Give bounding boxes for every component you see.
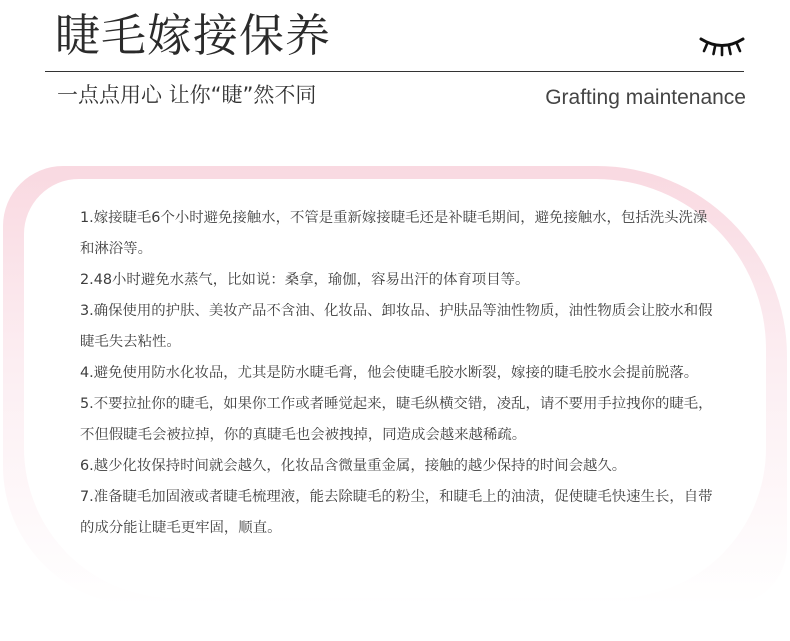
list-item: 7.准备睫毛加固液或者睫毛梳理液，能去除睫毛的粉尘，和睫毛上的油渍，促使睫毛快速生长，自带的成分能让睫毛更牢固，顺直。 <box>80 489 713 536</box>
page-title: 睫毛嫁接保养 <box>55 9 332 62</box>
list-item: 4.避免使用防水化妆品，尤其是防水睫毛膏，他会使睫毛胶水断裂，嫁接的睫毛胶水会提前脱落。 <box>80 365 699 381</box>
list-item: 3.确保使用的护肤、美妆产品不含油、化妆品、卸妆品、护肤品等油性物质，油性物质会让胶水和假睫毛失去粘性。 <box>80 303 713 350</box>
page-subtitle: 一点点用心 让你“睫”然不同 <box>57 83 317 107</box>
list-item: 6.越少化妆保持时间就会越久，化妆品含微量重金属，接触的越少保持的时间会越久。 <box>80 458 627 474</box>
list-item: 2.48小时避免水蒸气，比如说：桑拿，瑜伽，容易出汗的体育项目等。 <box>80 272 530 288</box>
maintenance-list <box>80 203 715 544</box>
closed-eye-lashes-icon <box>698 36 746 58</box>
header-divider <box>45 71 744 72</box>
list-item: 5.不要拉扯你的睫毛，如果你工作或者睡觉起来，睫毛纵横交错，凌乱，请不要用手拉拽你的睫毛，不但假睫毛会被拉掉，你的真睫毛也会被拽掉，同造成会越来越稀疏。 <box>80 396 713 443</box>
list-item: 1.嫁接睫毛6个小时避免接触水，不管是重新嫁接睫毛还是补睫毛期间，避免接触水，包括洗头洗澡和淋浴等。 <box>80 210 708 257</box>
english-title: Grafting maintenance <box>545 86 746 109</box>
